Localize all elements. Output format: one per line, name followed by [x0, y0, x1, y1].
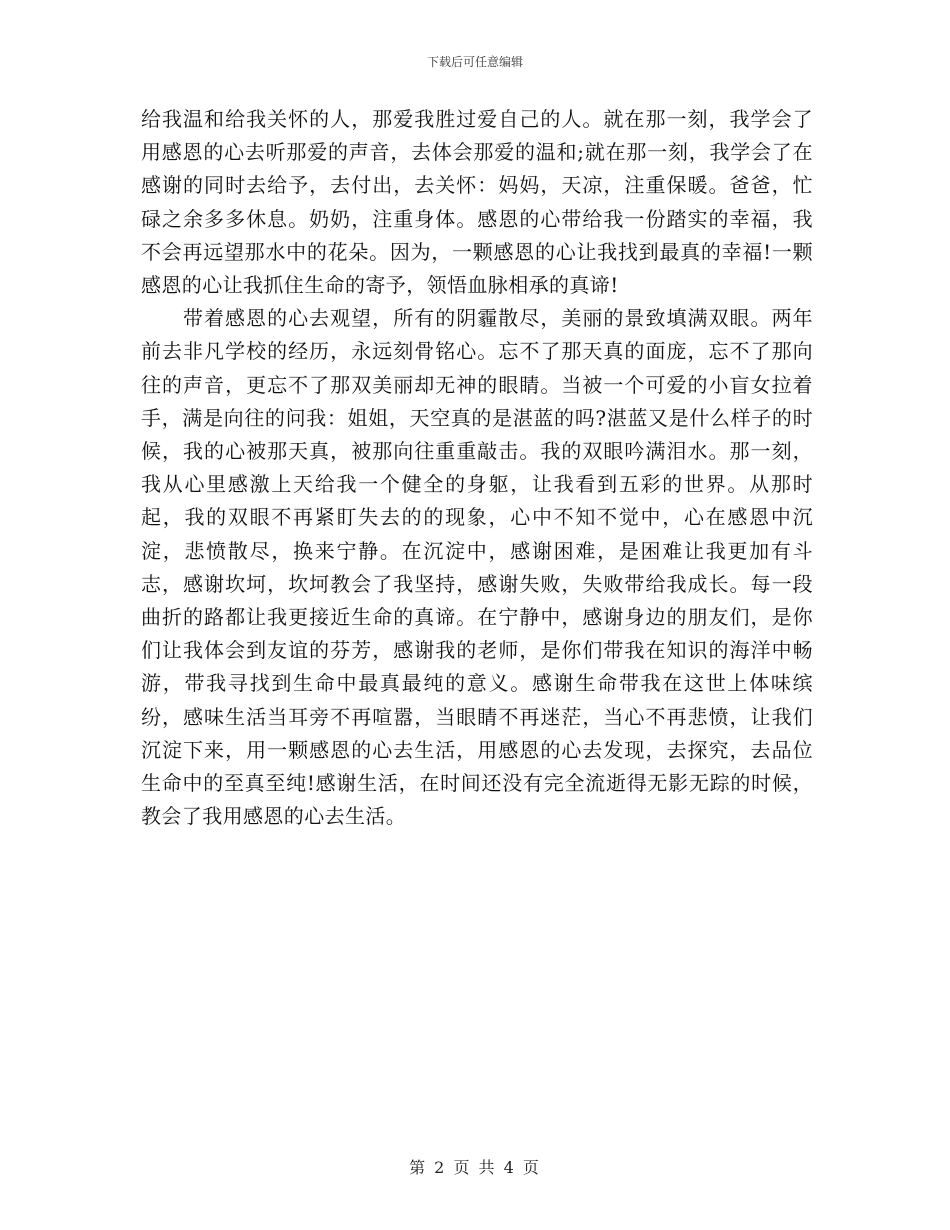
page-number: 第 2 页 共 4 页 [409, 1158, 541, 1177]
body-text [141, 103, 813, 833]
paragraph-1: 给我温和给我关怀的人，那爱我胜过爱自己的人。就在那一刻，我学会了用感恩的心去听那爱的声音，去体会那爱的温和;就在那一刻，我学会了在感谢的同时去给予，去付出，去关怀：妈妈，天凉，注重保暖。爸爸，忙碌之余多多休息。奶奶，注重身体。感恩的心带给我一份踏实的幸福，我不会再远望那水中的花朵。因为，一颗感恩的心让我找到最真的幸福!一颗感恩的心让我抓住生命的寄予，领悟血脉相承的真谛! [141, 107, 813, 298]
paragraph-2: 带着感恩的心去观望，所有的阴霾散尽，美丽的景致填满双眼。两年前去非凡学校的经历，永远刻骨铭心。忘不了那天真的面庞，忘不了那向往的声音，更忘不了那双美丽却无神的眼睛。当被一个可爱的小盲女拉着手，满是向往的问我：姐姐，天空真的是湛蓝的吗?湛蓝又是什么样子的时候，我的心被那天真，被那向往重重敲击。我的双眼吟满泪水。那一刻，我从心里感激上天给我一个健全的身躯，让我看到五彩的世界。从那时起，我的双眼不再紧盯失去的的现象，心中不知不觉中，心在感恩中沉淀，悲愤散尽，换来宁静。在沉淀中，感谢困难，是困难让我更加有斗志，感谢坎坷，坎坷教会了我坚持，感谢失败，失败带给我成长。每一段曲折的路都让我更接近生命的真谛。在宁静中，感谢身边的朋友们，是你们让我体会到友谊的芬芳，感谢我的老师，是你们带我在知识的海洋中畅游，带我寻找到生命中最真最纯的意义。感谢生命带我在这世上体味缤纷，感味生活当耳旁不再喧嚣，当眼睛不再迷茫，当心不再悲愤，让我们沉淀下来，用一颗感恩的心去生活，用感恩的心去发现，去探究，去品位生命中的至真至纯!感谢生活，在时间还没有完全流逝得无影无踪的时候，教会了我用感恩的心去生活。 [141, 306, 813, 829]
page-header: 下载后可任意编辑 [426, 55, 523, 69]
